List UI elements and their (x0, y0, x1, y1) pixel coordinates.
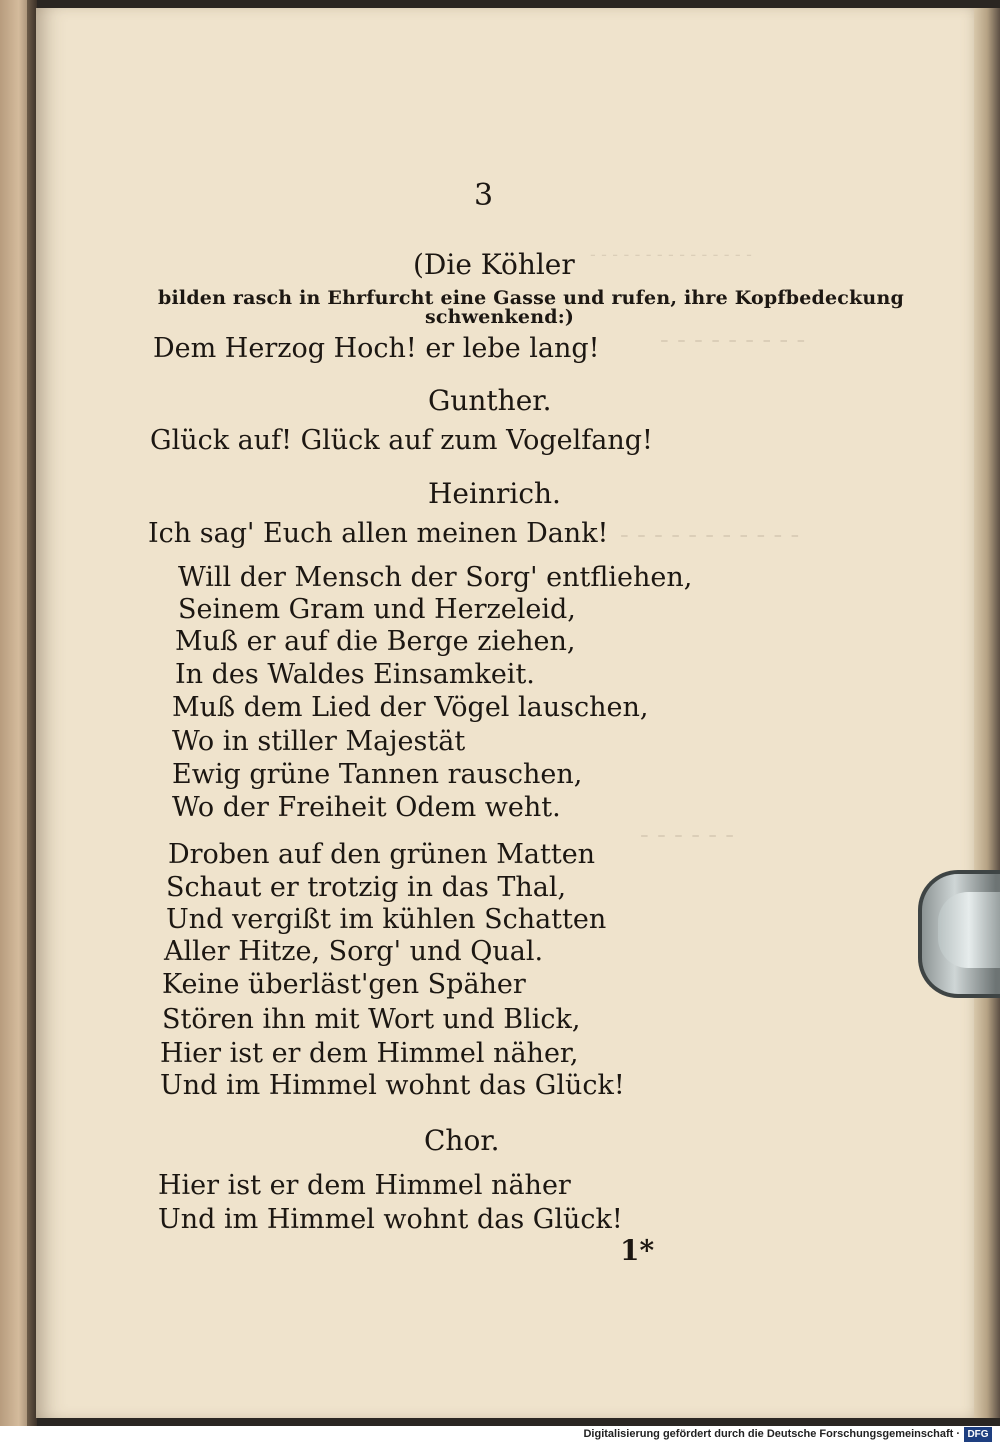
cheer-line: Dem Herzog Hoch! er lebe lang! (153, 333, 600, 364)
dfg-logo: DFG (964, 1427, 992, 1442)
chor-line: Und im Himmel wohnt das Glück! (158, 1204, 623, 1235)
verse-line: Will der Mensch der Sorg' entfliehen, (178, 562, 693, 593)
stage-direction-line-2: schwenkend:) (425, 306, 575, 328)
show-through-text: - - - - - - - - - - - - - - - (590, 245, 752, 265)
verse-line: Und im Himmel wohnt das Glück! (160, 1070, 625, 1101)
verse-line: In des Waldes Einsamkeit. (175, 659, 535, 690)
verse-line: Wo in stiller Majestät (172, 726, 466, 757)
heinrich-line: Ich sag' Euch allen meinen Dank! (148, 518, 609, 549)
signature-mark: 1* (620, 1234, 655, 1267)
page-clip-inner (938, 892, 1000, 968)
verse-line: Keine überläst'gen Späher (162, 969, 526, 1000)
show-through-text: - - - - - - - - - - - (620, 520, 800, 550)
show-through-text: - - - - - - (640, 820, 735, 850)
speaker-koehler: (Die Köhler (413, 248, 575, 281)
right-page-edge (974, 8, 1000, 1418)
speaker-heinrich: Heinrich. (428, 477, 561, 510)
verse-line: Schaut er trotzig in das Thal, (166, 872, 567, 903)
verse-line: Muß er auf die Berge ziehen, (175, 626, 576, 657)
verse-line: Wo der Freiheit Odem weht. (172, 792, 561, 823)
verse-line: Seinem Gram und Herzeleid, (178, 594, 576, 625)
page-number: 3 (474, 178, 494, 213)
digitization-credit: Digitalisierung gefördert durch die Deutsche Forschungsgemeinschaft · (583, 1428, 960, 1440)
chor-line: Hier ist er dem Himmel näher (158, 1170, 571, 1201)
verse-line: Und vergißt im kühlen Schatten (166, 904, 607, 935)
show-through-text: - - - - - - - - - (660, 325, 806, 355)
verse-line: Muß dem Lied der Vögel lauschen, (172, 692, 649, 723)
stage-direction-line-1: bilden rasch in Ehrfurcht eine Gasse und rufen, ihre Kopfbedeckung (158, 287, 904, 309)
verse-line: Hier ist er dem Himmel näher, (160, 1038, 579, 1069)
verse-line: Stören ihn mit Wort und Blick, (162, 1004, 581, 1035)
verse-line: Ewig grüne Tannen rauschen, (172, 759, 583, 790)
speaker-chor: Chor. (424, 1124, 500, 1157)
speaker-gunther: Gunther. (428, 384, 552, 417)
verse-line: Aller Hitze, Sorg' und Qual. (164, 936, 544, 967)
gunther-line: Glück auf! Glück auf zum Vogelfang! (150, 425, 653, 456)
verse-line: Droben auf den grünen Matten (168, 839, 596, 870)
